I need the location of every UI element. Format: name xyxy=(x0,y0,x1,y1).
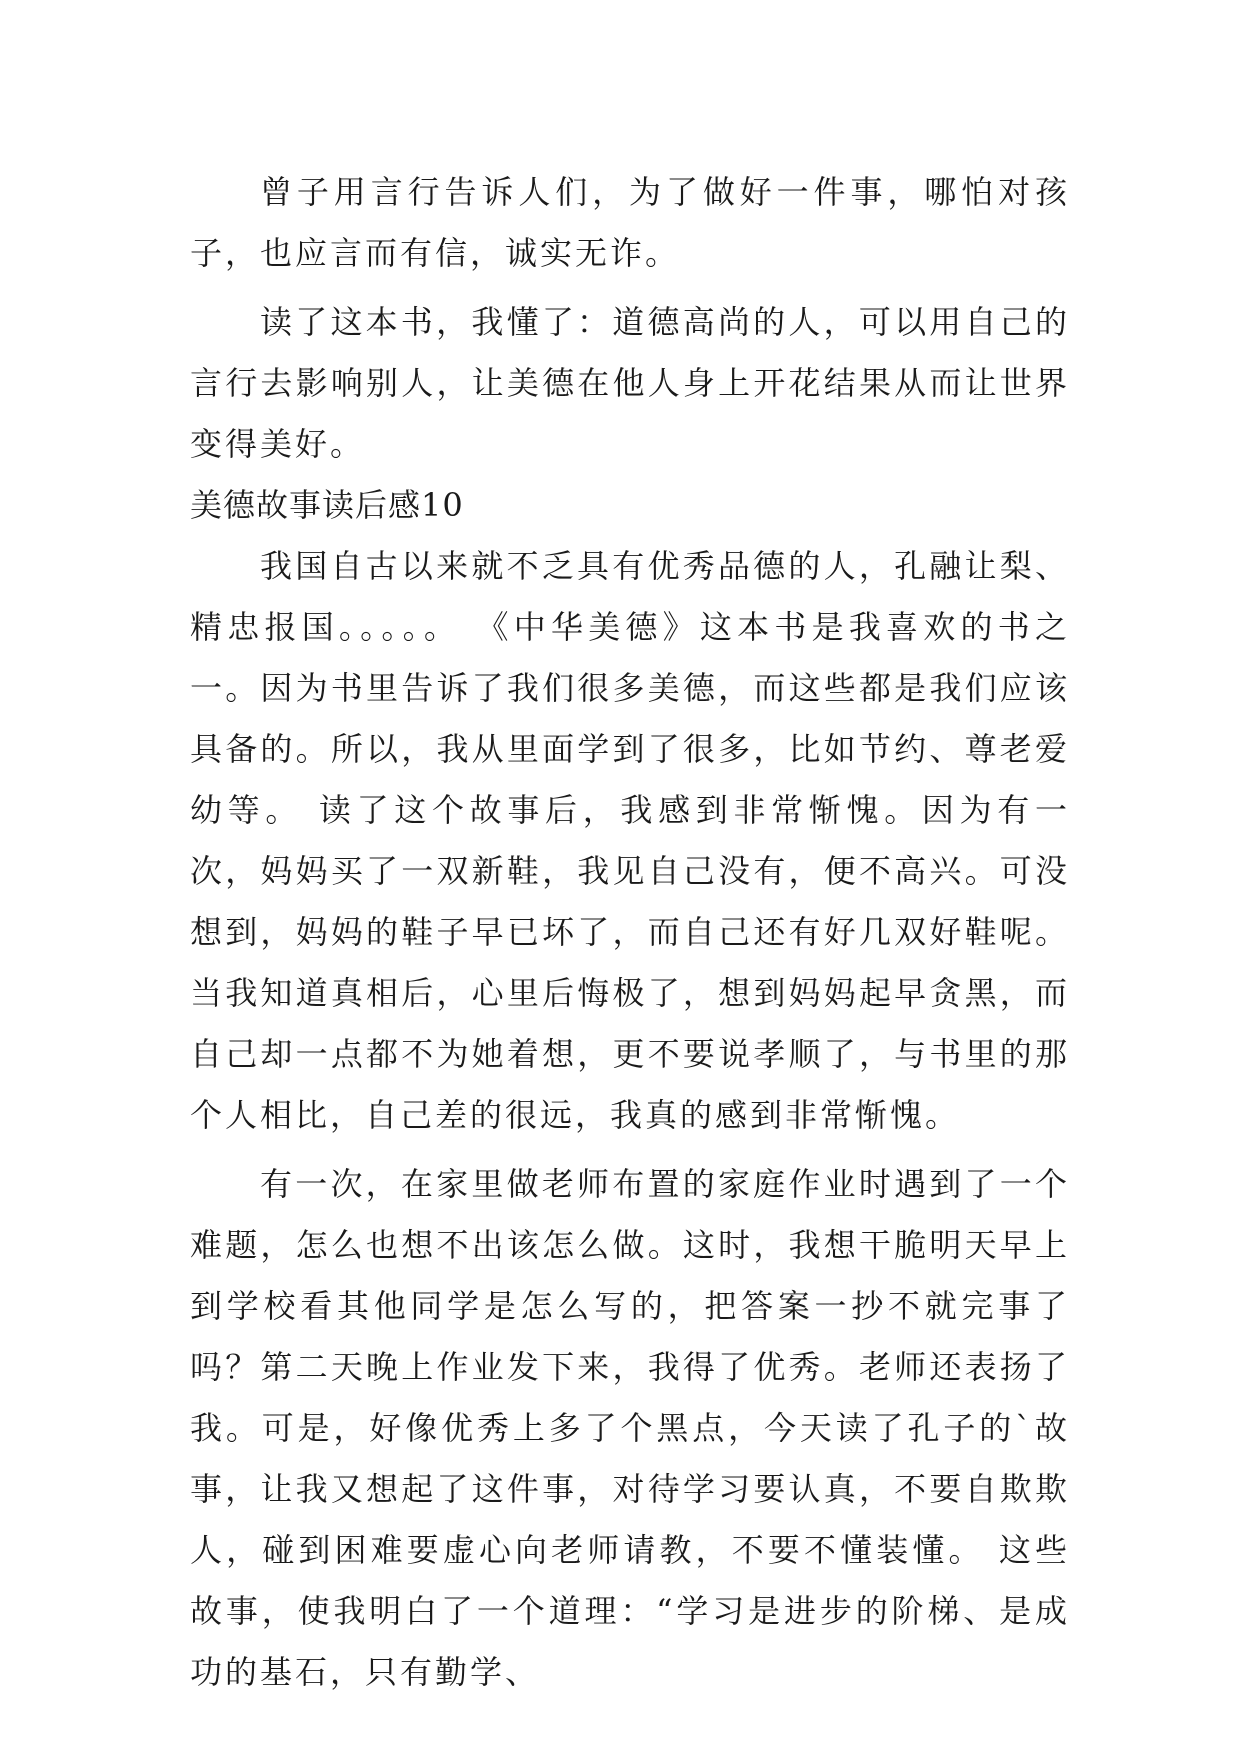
document-body xyxy=(190,162,1070,1703)
paragraph: 读了这本书，我懂了：道德高尚的人，可以用自己的言行去影响别人，让美德在他人身上开花结果从而让世界变得美好。 xyxy=(190,303,1070,463)
paragraph: 有一次，在家里做老师布置的家庭作业时遇到了一个难题，怎么也想不出该怎么做。这时，我想干脆明天早上到学校看其他同学是怎么写的，把答案一抄不就完事了吗？第二天晚上作业发下来，我得了优秀。老师还表扬了我。可是，好像优秀上多了个黑点，今天读了孔子的`故事，让我又想起了这件事，对待学习要认真，不要自欺欺人，碰到困难要虚心向老师请教，不要不懂装懂。 这些故事，使我明白了一个道理：“学习是进步的阶梯、是成功的基石，只有勤学、 xyxy=(190,1165,1070,1691)
paragraph: 我国自古以来就不乏具有优秀品德的人，孔融让梨、精忠报国。。。。。 《中华美德》这本书是我喜欢的书之一。因为书里告诉了我们很多美德，而这些都是我们应该具备的。所以，我从里面学到了很多，比如节约、尊老爱幼等。 读了这个故事后，我感到非常惭愧。因为有一次，妈妈买了一双新鞋，我见自己没有，便不高兴。可没想到，妈妈的鞋子早已坏了，而自己还有好几双好鞋呢。当我知道真相后，心里后悔极了，想到妈妈起早贪黑，而自己却一点都不为她着想，更不要说孝顺了，与书里的那个人相比，自己差的很远，我真的感到非常惭愧。 xyxy=(190,547,1070,1134)
paragraph: 曾子用言行告诉人们，为了做好一件事，哪怕对孩子，也应言而有信，诚实无诈。 xyxy=(190,173,1070,272)
section-title: 美德故事读后感10 xyxy=(190,486,464,524)
